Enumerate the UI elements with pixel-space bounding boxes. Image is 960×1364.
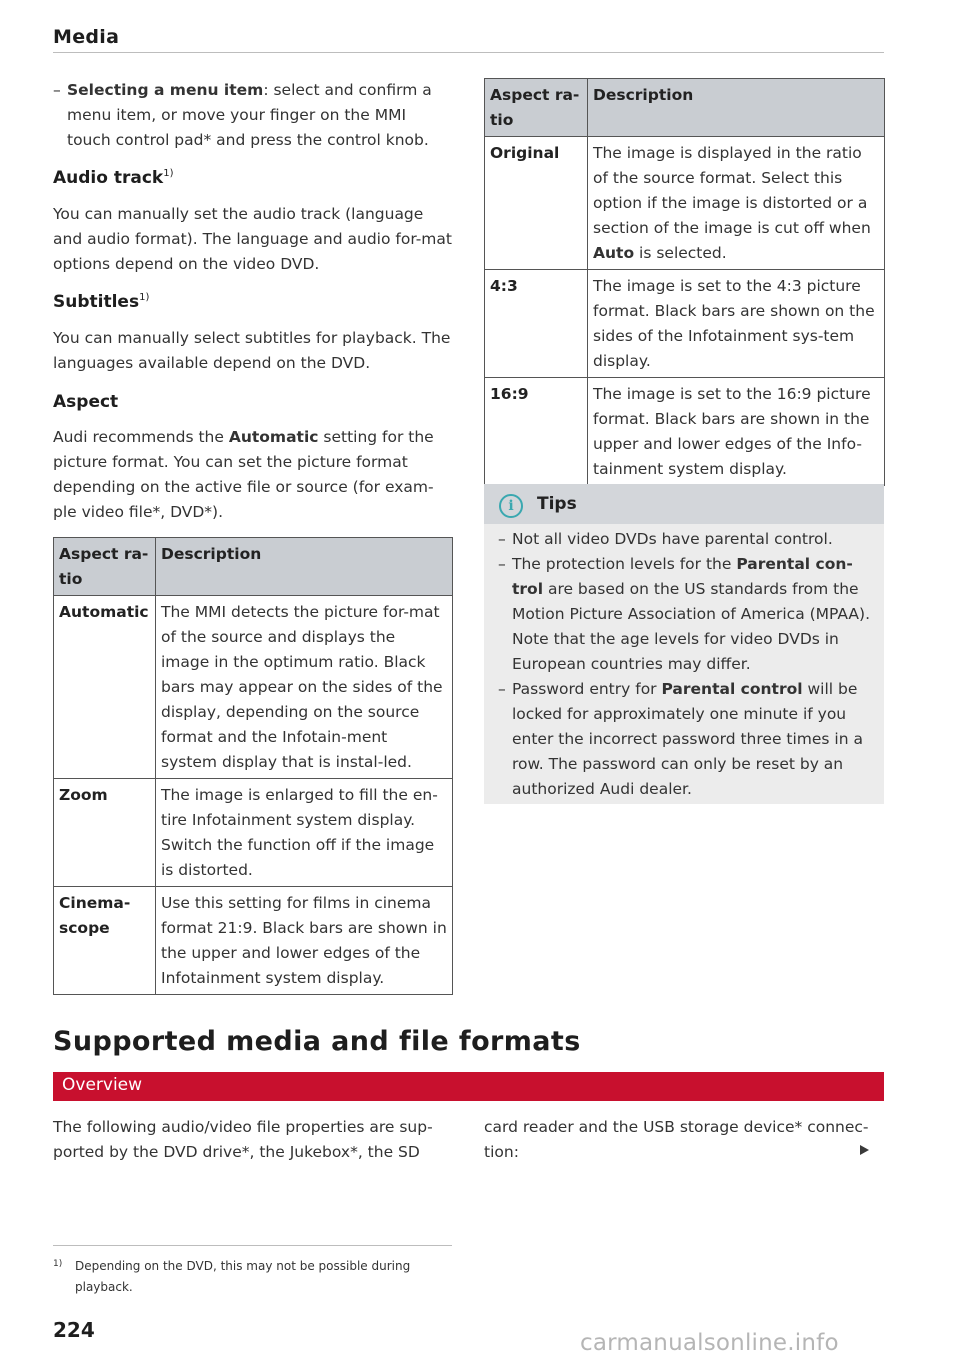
formats-text-right: card reader and the USB storage device* connec-tion:: [484, 1118, 869, 1161]
table-header-row: [485, 79, 885, 137]
row-description: The image is enlarged to fill the en-tire Infotainment system display. Switch the function off if the image is distorted.: [156, 779, 453, 887]
row-description: Use this setting for films in cinema format 21:9. Black bars are shown in the upper and lower edges of the Infotainment system display.: [156, 887, 453, 995]
section-header: Media: [53, 26, 120, 48]
header-aspect-ratio: Aspect ra-tio: [54, 538, 156, 596]
row-key: 4:3: [485, 270, 588, 378]
table-row: [54, 887, 453, 995]
row-description: The image is set to the 16:9 picture format. Black bars are shown in the upper and lower edges of the Info-tainment system display.: [588, 378, 885, 486]
header-description: Description: [588, 79, 885, 137]
header-aspect-ratio: Aspect ra-tio: [485, 79, 588, 137]
bullet-term: Selecting a menu item: [67, 81, 264, 99]
row-key: Cinema-scope: [54, 887, 156, 995]
subtitles-heading: Subtitles$^{1)}$: [53, 292, 150, 312]
row-key: Automatic: [54, 596, 156, 779]
header-description: Description: [156, 538, 453, 596]
audio-track-text: You can manually set the audio track (language and audio format). The language and audio for-mat options depend on the video DVD.: [53, 205, 452, 273]
overview-label: Overview: [62, 1075, 143, 1095]
aspect-ratio-table-right: [484, 78, 885, 486]
aspect-heading: Aspect: [53, 392, 119, 412]
supported-formats-title: Supported media and file formats: [53, 1026, 581, 1057]
page-number: 224: [53, 1318, 95, 1342]
table-row: [485, 270, 885, 378]
aspect-ratio-table-left: [53, 537, 453, 995]
overview-bar: [53, 1072, 884, 1101]
row-key: Zoom: [54, 779, 156, 887]
table-header-row: [54, 538, 453, 596]
row-description: The image is set to the 4:3 picture format. Black bars are shown on the sides of the Infotainment sys-tem display.: [588, 270, 885, 378]
menu-item-bullet: [53, 78, 453, 153]
watermark: carmanualsonline.info: [580, 1330, 839, 1356]
audio-track-heading: Audio track$^{1)}$: [53, 168, 174, 188]
footnote-mark: 1): [53, 1259, 63, 1269]
continue-arrow-icon: [860, 1145, 869, 1155]
header-divider: [53, 52, 884, 53]
list-item: – The protection levels for the Parental con-trol are based on the US standards from the Motion Picture Association of America (MPAA). Note that the age levels for video DVDs in European countries may differ.: [498, 552, 874, 677]
row-key: Original: [485, 137, 588, 270]
row-description: The image is displayed in the ratio of the source format. Select this option if the image is distorted or a section of the image is cut off when Auto is selected.: [588, 137, 885, 270]
footnote-divider: [53, 1245, 452, 1246]
row-key: 16:9: [485, 378, 588, 486]
tips-list: [498, 527, 874, 802]
bullet-text: : select and confirm a menu item, or move your finger on the MMI touch control pad* and press the control knob.: [67, 81, 432, 149]
table-row: [54, 596, 453, 779]
tips-title: Tips: [537, 494, 577, 514]
formats-text-left: The following audio/video file properties are sup-ported by the DVD drive*, the Jukebox*, the SD: [53, 1118, 433, 1161]
row-description: The MMI detects the picture for-mat of the source and displays the image in the optimum ratio. Black bars may appear on the sides of the display, depending on the source format and the Infotain-ment system display that is instal-led.: [156, 596, 453, 779]
list-item: – Password entry for Parental control will be locked for approximately one minute if you enter the incorrect password three times in a row. The password can only be reset by an authorized Audi dealer.: [498, 677, 874, 802]
footnote: [53, 1256, 453, 1298]
table-row: [54, 779, 453, 887]
subtitles-text: You can manually select subtitles for playback. The languages available depend on the DVD.: [53, 329, 451, 372]
info-icon: i: [499, 494, 523, 518]
list-item: – Not all video DVDs have parental control.: [498, 527, 874, 552]
table-row: [485, 378, 885, 486]
aspect-text: Audi recommends the Automatic setting for the picture format. You can set the picture format depending on the active file or source (for exam-ple video file*, DVD*).: [53, 428, 434, 521]
table-row: [485, 137, 885, 270]
footnote-text: Depending on the DVD, this may not be possible during playback.: [75, 1259, 411, 1294]
